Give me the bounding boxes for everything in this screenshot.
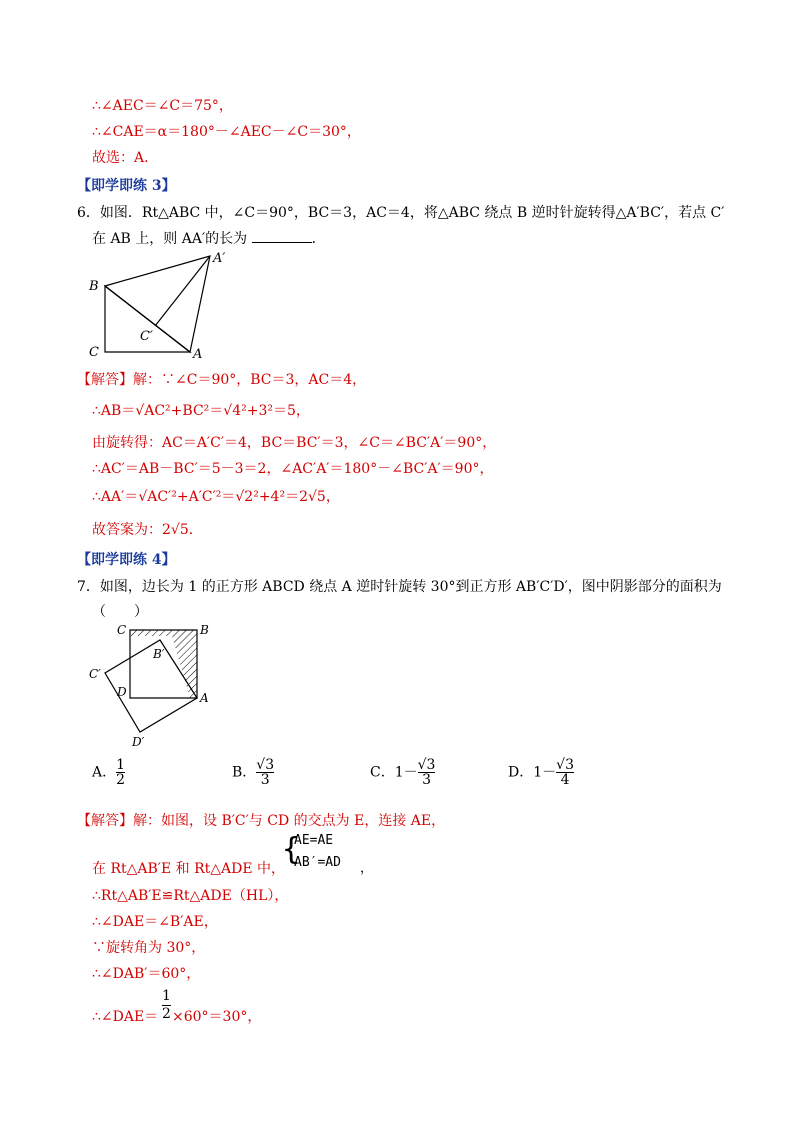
question-text: 6．如图．Rt△ABC 中，∠C＝90°，BC＝3，AC＝4，将△ABC 绕点 B 逆时针旋转得△A′BC′，若点 C′	[77, 205, 725, 221]
solution-line: ∴∠AEC＝∠C＝75°，	[92, 98, 233, 114]
solution-line: 在 Rt△AB′E 和 Rt△ADE 中，	[92, 861, 286, 877]
figure-square-rotation	[85, 618, 225, 753]
label-B: B	[200, 623, 209, 637]
label-C-prime: C′	[140, 329, 153, 344]
label-B: B	[89, 279, 99, 294]
solution-line: ∴AC′＝AB－BC′＝5－3＝2，∠AC′A′＝180°－∠BC′A′＝90°，	[92, 461, 494, 477]
label-A: A	[200, 691, 209, 705]
label-C: C	[89, 345, 99, 360]
solution-line: 由旋转得：AC＝A′C′＝4，BC＝BC′＝3，∠C＝∠BC′A′＝90°，	[92, 435, 497, 451]
label-B-prime: B′	[153, 647, 165, 661]
question-text: 在 AB 上，则 AA′的长为 ．	[92, 231, 326, 247]
solution-line: ∴∠DAB′＝60°，	[92, 966, 201, 982]
solution-line: 【解答】解：∵∠C＝90°，BC＝3，AC＝4，	[77, 372, 367, 388]
label-C: C	[117, 623, 127, 637]
question-text: （ ）	[92, 604, 148, 620]
figure-triangle-rotation	[85, 248, 245, 363]
solution-line: ∴AA′＝√AC′²+A′C′²＝√2²+4²＝2√5，	[92, 489, 340, 505]
solution-line: ∴Rt△AB′E≌Rt△ADE（HL），	[92, 888, 289, 904]
solution-line: 故选：A．	[92, 150, 159, 166]
solution-line: ∴AB＝√AC²+BC²＝√4²+3²＝5，	[92, 403, 310, 419]
solution-line: 故答案为：2√5．	[92, 522, 203, 538]
question-text: 7．如图，边长为 1 的正方形 ABCD 绕点 A 逆时针旋转 30°到正方形 AB′C′D′，图中阴影部分的面积为	[77, 579, 722, 595]
option-a[interactable]: A． $\frac{1}{2}$	[92, 757, 126, 788]
label-D: D	[117, 685, 127, 699]
section-heading: 【即学即练 4】	[77, 552, 176, 568]
label-A-prime: A′	[213, 251, 226, 266]
label-C-prime: C′	[89, 667, 101, 681]
option-d[interactable]: D．1－ $\frac{√3}{4}$	[508, 757, 574, 788]
answer-blank	[252, 230, 312, 243]
fraction-half: 1 2	[162, 988, 171, 1022]
solution-line: ∴∠DAE＝	[92, 1009, 159, 1025]
solution-line: ∵旋转角为 30°，	[92, 940, 206, 956]
solution-line: ×60°＝30°，	[172, 1009, 262, 1025]
option-b[interactable]: B． $\frac{√3}{3}$	[232, 757, 275, 788]
solution-line: 【解答】解：如图，设 B′C′与 CD 的交点为 E，连接 AE，	[77, 813, 446, 829]
solution-line: ∴∠DAE＝∠B′AE，	[92, 914, 218, 930]
label-D-prime: D′	[132, 735, 145, 749]
option-c[interactable]: C．1－ $\frac{√3}{3}$	[370, 757, 436, 788]
section-heading: 【即学即练 3】	[77, 178, 176, 194]
label-A: A	[193, 347, 203, 362]
solution-line: ∴∠CAE＝α＝180°－∠AEC－∠C＝30°，	[92, 124, 361, 140]
